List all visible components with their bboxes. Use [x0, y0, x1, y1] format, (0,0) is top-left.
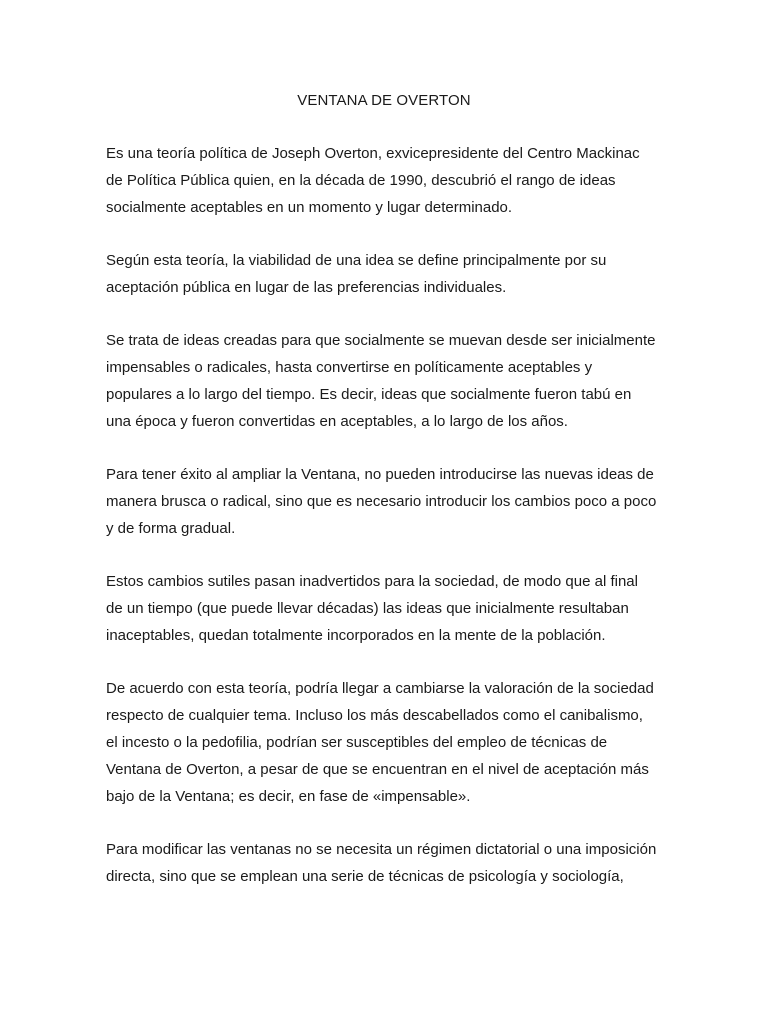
text-line: Para tener éxito al ampliar la Ventana, no pueden introducirse las nuevas ideas de: [106, 466, 654, 483]
text-line: Se trata de ideas creadas para que socialmente se muevan desde ser inicialmente: [106, 332, 656, 349]
text-line: respecto de cualquier tema. Incluso los más descabellados como el canibalismo,: [106, 707, 643, 724]
text-line: el incesto o la pedofilia, podrían ser susceptibles del empleo de técnicas de: [106, 734, 608, 751]
text-line: socialmente aceptables en un momento y lugar determinado.: [106, 199, 513, 216]
text-line: Según esta teoría, la viabilidad de una idea se define principalmente por su: [106, 252, 607, 269]
text-line: directa, sino que se emplean una serie de técnicas de psicología y sociología,: [106, 868, 624, 885]
text-line: De acuerdo con esta teoría, podría llegar a cambiarse la valoración de la sociedad: [106, 680, 654, 697]
text-line: Ventana de Overton, a pesar de que se encuentran en el nivel de aceptación más: [106, 761, 649, 778]
text-line: aceptación pública en lugar de las preferencias individuales.: [106, 279, 507, 296]
text-line: de Política Pública quien, en la década de 1990, descubrió el rango de ideas: [106, 172, 616, 189]
document-title: VENTANA DE OVERTON: [297, 92, 471, 109]
text-line: populares a lo largo del tiempo. Es decir, ideas que socialmente fueron tabú en: [106, 386, 632, 403]
text-line: Es una teoría política de Joseph Overton, exvicepresidente del Centro Mackinac: [106, 145, 640, 162]
text-line: y de forma gradual.: [106, 520, 236, 537]
text-line: una época y fueron convertidas en aceptables, a lo largo de los años.: [106, 413, 568, 430]
text-line: manera brusca o radical, sino que es necesario introducir los cambios poco a poco: [106, 493, 657, 510]
text-line: Para modificar las ventanas no se necesita un régimen dictatorial o una imposición: [106, 841, 657, 858]
text-line: impensables o radicales, hasta convertirse en políticamente aceptables y: [106, 359, 593, 376]
text-line: Estos cambios sutiles pasan inadvertidos para la sociedad, de modo que al final: [106, 573, 638, 590]
text-line: bajo de la Ventana; es decir, en fase de «impensable».: [106, 788, 471, 805]
text-line: inaceptables, quedan totalmente incorporados en la mente de la población.: [106, 627, 606, 644]
text-line: de un tiempo (que puede llevar décadas) las ideas que inicialmente resultaban: [106, 600, 629, 617]
